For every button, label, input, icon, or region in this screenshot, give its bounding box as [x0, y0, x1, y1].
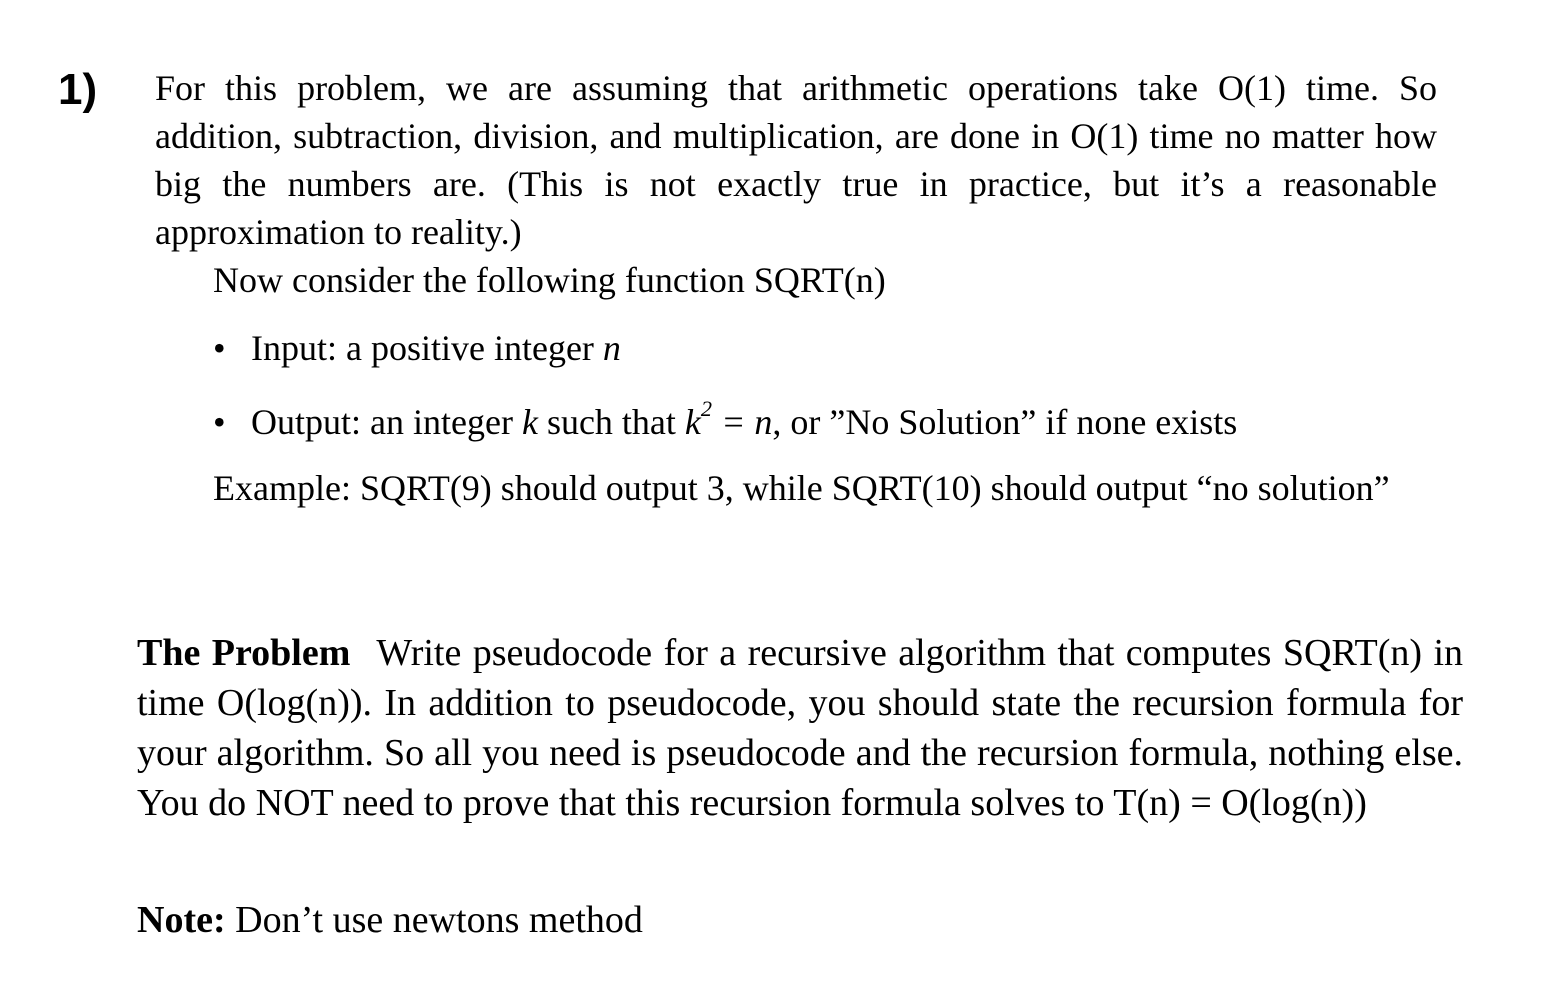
- io-list: [155, 324, 1437, 446]
- bullet-icon: •: [213, 328, 226, 368]
- note-label: Note:: [137, 899, 226, 941]
- note-text: Don’t use newtons method: [225, 899, 643, 941]
- input-item: [213, 324, 1437, 372]
- output-equation: $k^2 = n$: [684, 396, 773, 442]
- example-paragraph: Example: SQRT(9) should output 3, while SQRT(10) should output “no solution”: [213, 468, 1390, 508]
- input-label: Input:: [251, 328, 337, 368]
- problem-statement: [155, 64, 1437, 512]
- problem-number: 1): [58, 65, 98, 114]
- input-text: a positive integer: [346, 328, 594, 368]
- bullet-icon: •: [213, 402, 226, 442]
- task-paragraph: [137, 628, 1463, 828]
- intro-paragraph: For this problem, we are assuming that arithmetic operations take O(1) time. So addition, subtraction, division, and multiplication, are done in O(1) time no matter how big the numbers are. (This is not exactly true in practice, but it’s a reasonable approximation to reality.): [155, 68, 1437, 252]
- output-text-2: such that: [546, 402, 676, 442]
- task-body: Write pseudocode for a recursive algorithm that computes SQRT(n) in time O(log(n)). In addition to pseudocode, you should state the recursion formula for your algorithm. So all you need is pseudocode and the recursion formula, nothing else. You do NOT need to prove that this recursion formula solves to T(n) = O(log(n)): [137, 632, 1463, 824]
- output-text-3: , or ”No Solution” if none exists: [772, 402, 1238, 442]
- task-section: [137, 628, 1463, 828]
- consider-line: Now consider the following function SQRT(n): [213, 260, 886, 300]
- output-label: Output:: [251, 402, 362, 442]
- note-line: [137, 896, 643, 944]
- output-text-1: an integer: [370, 402, 513, 442]
- output-item: [213, 398, 1437, 446]
- task-heading: The Problem: [137, 632, 351, 674]
- input-variable: n: [602, 328, 621, 368]
- output-variable: k: [521, 402, 538, 442]
